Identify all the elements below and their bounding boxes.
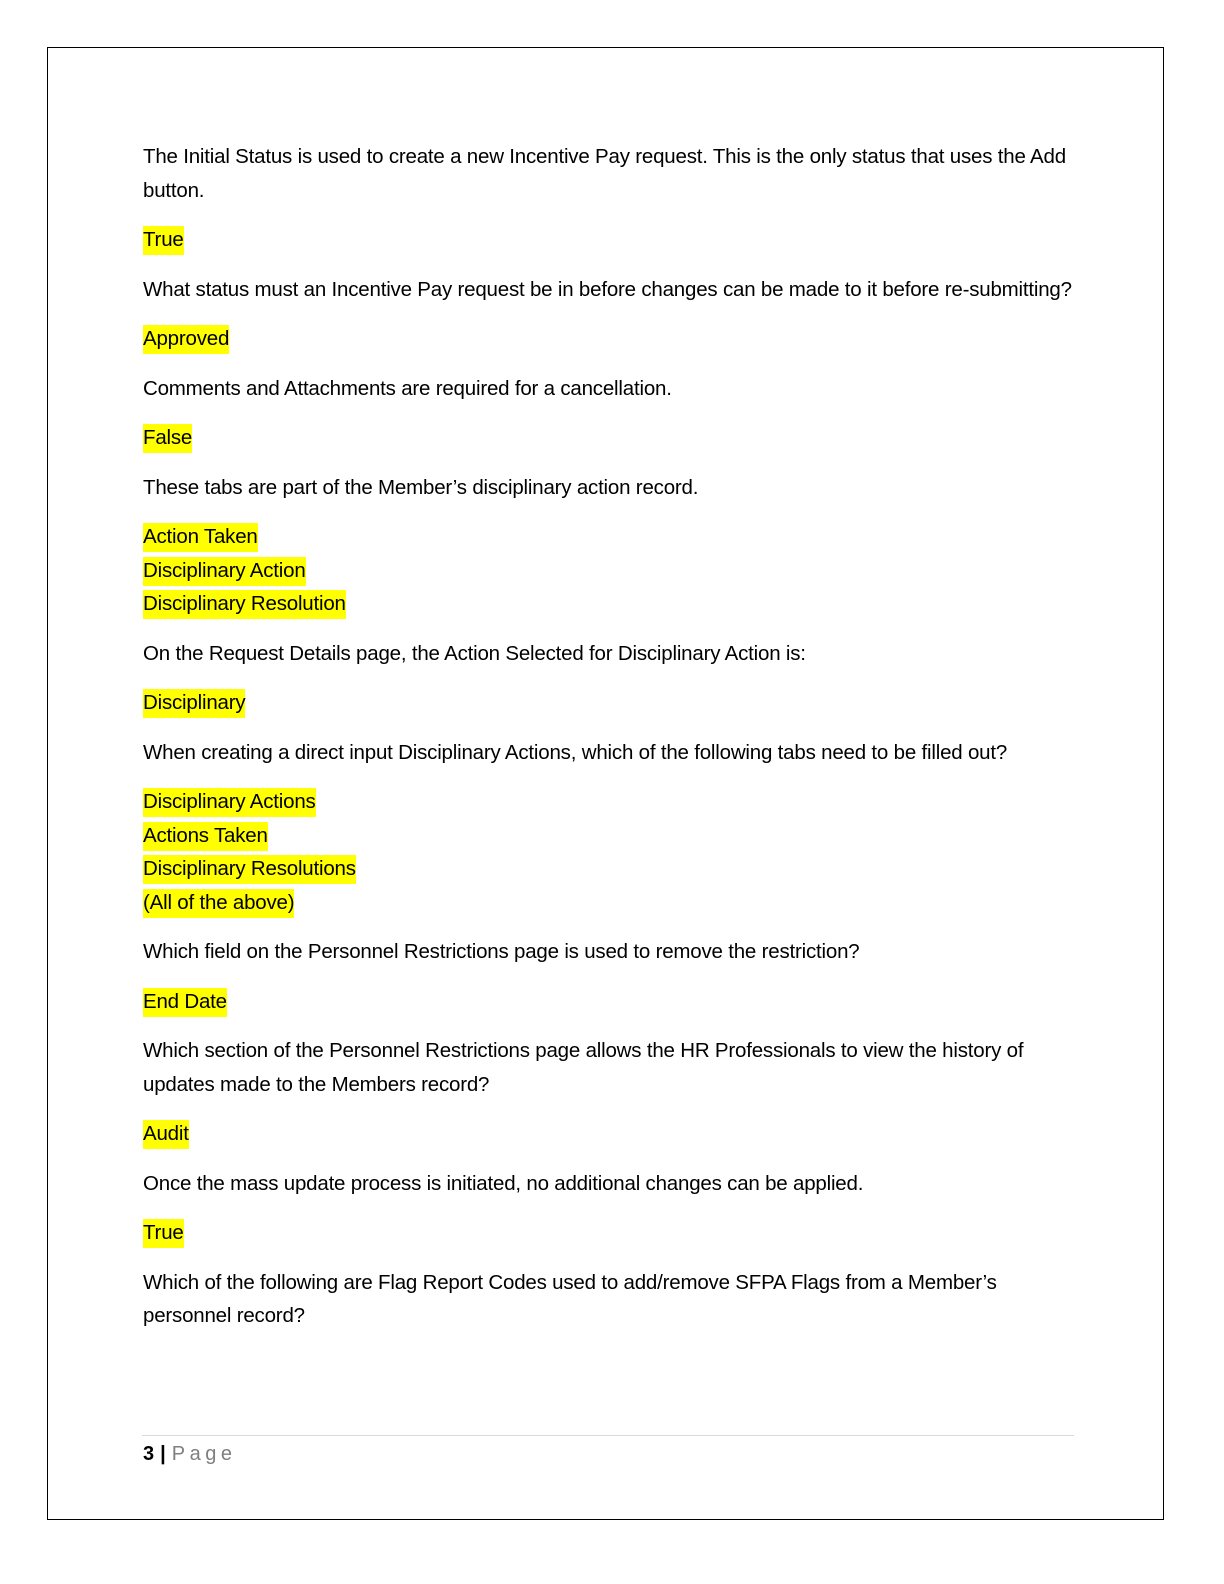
question-8: Which section of the Personnel Restrictions page allows the HR Professionals to view the history of updates made to the Members record? xyxy=(143,1039,1024,1096)
question-6: When creating a direct input Disciplinary Actions, which of the following tabs need to be filled out? xyxy=(143,740,1008,764)
question-9: Once the mass update process is initiated, no additional changes can be applied. xyxy=(143,1171,864,1195)
answer-6-4: (All of the above) xyxy=(143,889,294,918)
answer-block-7 xyxy=(143,985,1078,1019)
question-2: What status must an Incentive Pay request be in before changes can be made to it before re-submitting? xyxy=(143,277,1072,301)
question-10: Which of the following are Flag Report Codes used to add/remove SFPA Flags from a Member’s personnel record? xyxy=(143,1270,997,1327)
footer-separator: | xyxy=(160,1443,166,1465)
answer-8-1: Audit xyxy=(143,1120,189,1149)
question-7: Which field on the Personnel Restrictions page is used to remove the restriction? xyxy=(143,940,860,963)
answer-block-3 xyxy=(143,421,1078,455)
document-body xyxy=(143,140,1078,1349)
answer-4-2: Disciplinary Action xyxy=(143,557,306,586)
answer-6-3: Disciplinary Resolutions xyxy=(143,855,356,884)
page-label: Page xyxy=(171,1443,237,1465)
answer-block-8 xyxy=(143,1117,1078,1151)
answer-block-1 xyxy=(143,223,1078,257)
answer-block-2 xyxy=(143,322,1078,356)
answer-6-2: Actions Taken xyxy=(143,822,268,851)
answer-4-1: Action Taken xyxy=(143,523,258,552)
answer-block-5 xyxy=(143,686,1078,720)
answer-block-4 xyxy=(143,520,1078,621)
answer-block-6 xyxy=(143,785,1078,919)
answer-block-9 xyxy=(143,1216,1078,1250)
answer-7-1: End Date xyxy=(143,988,227,1017)
question-4: These tabs are part of the Member’s disciplinary action record. xyxy=(143,475,699,499)
page-number: 3 xyxy=(143,1443,155,1465)
question-3: Comments and Attachments are required for a cancellation. xyxy=(143,376,672,400)
answer-6-1: Disciplinary Actions xyxy=(143,788,316,817)
question-5: On the Request Details page, the Action Selected for Disciplinary Action is: xyxy=(143,641,806,665)
answer-3-1: False xyxy=(143,424,192,453)
page-footer xyxy=(143,1440,236,1468)
answer-5-1: Disciplinary xyxy=(143,689,245,718)
footer-rule xyxy=(142,1435,1074,1436)
answer-2-1: Approved xyxy=(143,325,229,354)
answer-1-1: True xyxy=(143,226,184,255)
answer-4-3: Disciplinary Resolution xyxy=(143,590,346,619)
question-1: The Initial Status is used to create a new Incentive Pay request. This is the only status that uses the Add button. xyxy=(143,145,1066,202)
answer-9-1: True xyxy=(143,1219,184,1248)
